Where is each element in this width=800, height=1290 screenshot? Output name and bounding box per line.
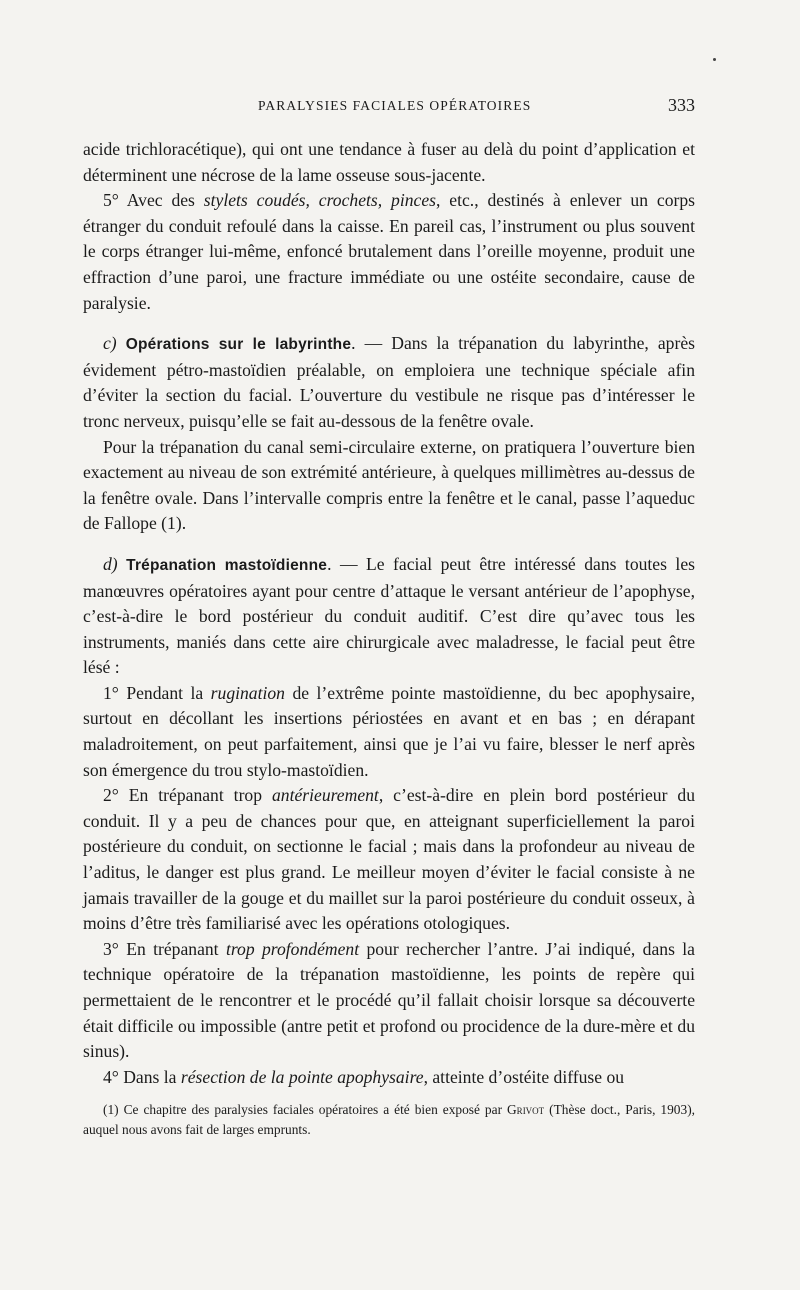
section-letter: c): [103, 333, 117, 354]
section-c-paragraph: [83, 331, 695, 434]
scan-speck: [713, 58, 716, 61]
text-run: 1° Pendant la: [103, 682, 211, 703]
section-heading: Trépanation mastoïdienne: [126, 556, 328, 574]
italic-run: antérieurement: [271, 785, 379, 806]
text-run: . — Dans la trépanation du labyrinthe, après évidement pétro-mastoïdien préalable, on emploiera une technique spéciale afin d’éviter la section du facial. L’ouverture du vestibule ne risque pas d’intéresser le tronc nerveux, puisqu’elle se fait au-dessous de la fenêtre ovale.: [83, 333, 695, 431]
paragraph: [83, 783, 695, 937]
paragraph: [83, 937, 695, 1065]
text-run: acide trichloracétique), qui ont une tendance à fuser au delà du point d’application et déterminent une nécrose de la lame osseuse sous-jacente.: [83, 139, 695, 185]
text-run: . — Le facial peut être intéressé dans toutes les manœuvres opératoires ayant pour centre d’attaque le versant antérieur de l’apophyse, c’est-à-dire le bord postérieur du conduit auditif. C’est dire qu’avec tous les instruments, maniés dans cette aire chirurgicale avec maladresse, le facial peut être lésé :: [83, 553, 695, 678]
text-run: 2° En trépanant trop: [103, 785, 272, 806]
page-header: [0, 95, 800, 122]
section-letter: d): [103, 553, 118, 574]
paragraph: [83, 681, 695, 783]
text-run: de l’extrême pointe mastoïdienne, du bec apophysaire, surtout en décollant les insertions périostées en avant et en bas ; en dérapant maladroitement, on peut parfaitement, ainsi que je l’ai vu faire, blesser le nerf après son émergence du trou stylo-mastoïdien.: [83, 682, 695, 780]
text-run: [118, 554, 126, 574]
italic-run: résection de la pointe apophysaire: [180, 1066, 424, 1087]
section-heading: Opérations sur le labyrinthe: [125, 336, 352, 354]
body-text: [83, 137, 695, 1090]
italic-run: stylets coudés, crochets, pinces: [203, 190, 436, 211]
text-run: , etc., destinés à enlever un corps étranger du conduit refoulé dans la caisse. En pareil cas, l’instrument ou plus souvent le corps étranger lui-même, enfoncé brutalement dans l’oreille moyenne, produit une effraction d’une paroi, une fracture immédiate ou une ostéite secondaire, cause de paralysie.: [83, 190, 695, 313]
paragraph: [83, 188, 695, 316]
text-run: 4° Dans la: [103, 1066, 181, 1087]
paragraph: [83, 1065, 695, 1091]
text-run: [117, 333, 126, 353]
text-run: pour rechercher l’antre. J’ai indiqué, dans la technique opératoire de la trépanation mastoïdienne, les points de repère qui permettaient de le rencontrer et le procédé qu’il fallait choisir lorsque sa découverte était difficile ou impossible (antre petit et profond ou procidence de la dure-mère et du sinus).: [83, 938, 695, 1062]
text-run: Pour la trépanation du canal semi-circulaire externe, on pratiquera l’ouverture bien exactement au niveau de son extrémité antérieure, à quelques millimètres au-dessus de la fenêtre ovale. Dans l’intervalle compris entre la fenêtre et le canal, passe l’aqueduc de Fallope (1).: [83, 436, 695, 534]
text-run: 3° En trépanant: [103, 938, 226, 959]
text-run: 5° Avec des: [103, 190, 204, 211]
section-d-paragraph: [83, 552, 695, 681]
footnote: [83, 1100, 695, 1139]
page-number: 333: [668, 95, 695, 115]
footnote-run: (Thèse doct., Paris, 1903), auquel nous avons fait de larges emprunts.: [83, 1102, 696, 1137]
text-run: , atteinte d’ostéite diffuse ou: [423, 1066, 625, 1087]
italic-run: rugination: [210, 682, 285, 703]
running-head: PARALYSIES FACIALES OPÉRATOIRES: [258, 98, 532, 113]
paragraph: [83, 435, 695, 537]
paragraph: [83, 137, 695, 188]
footnote-run: (1) Ce chapitre des paralysies faciales opératoires a été bien exposé par: [103, 1102, 508, 1117]
footnote-text: [83, 1100, 695, 1139]
footnote-author: Grivot: [507, 1102, 545, 1117]
italic-run: trop profondément: [225, 938, 360, 959]
text-run: , c’est-à-dire en plein bord postérieur du conduit. Il y a peu de chances pour que, en atteignant superficiellement la paroi postérieure du conduit, on sectionne le facial ; mais dans la profondeur au niveau de l’aditus, le danger est plus grand. Le meilleur moyen d’éviter le facial consiste à ne jamais travailler de la gouge et du maillet sur la paroi postérieure du conduit osseux, à moins d’être très familiarisé avec les opérations otologiques.: [83, 785, 696, 934]
